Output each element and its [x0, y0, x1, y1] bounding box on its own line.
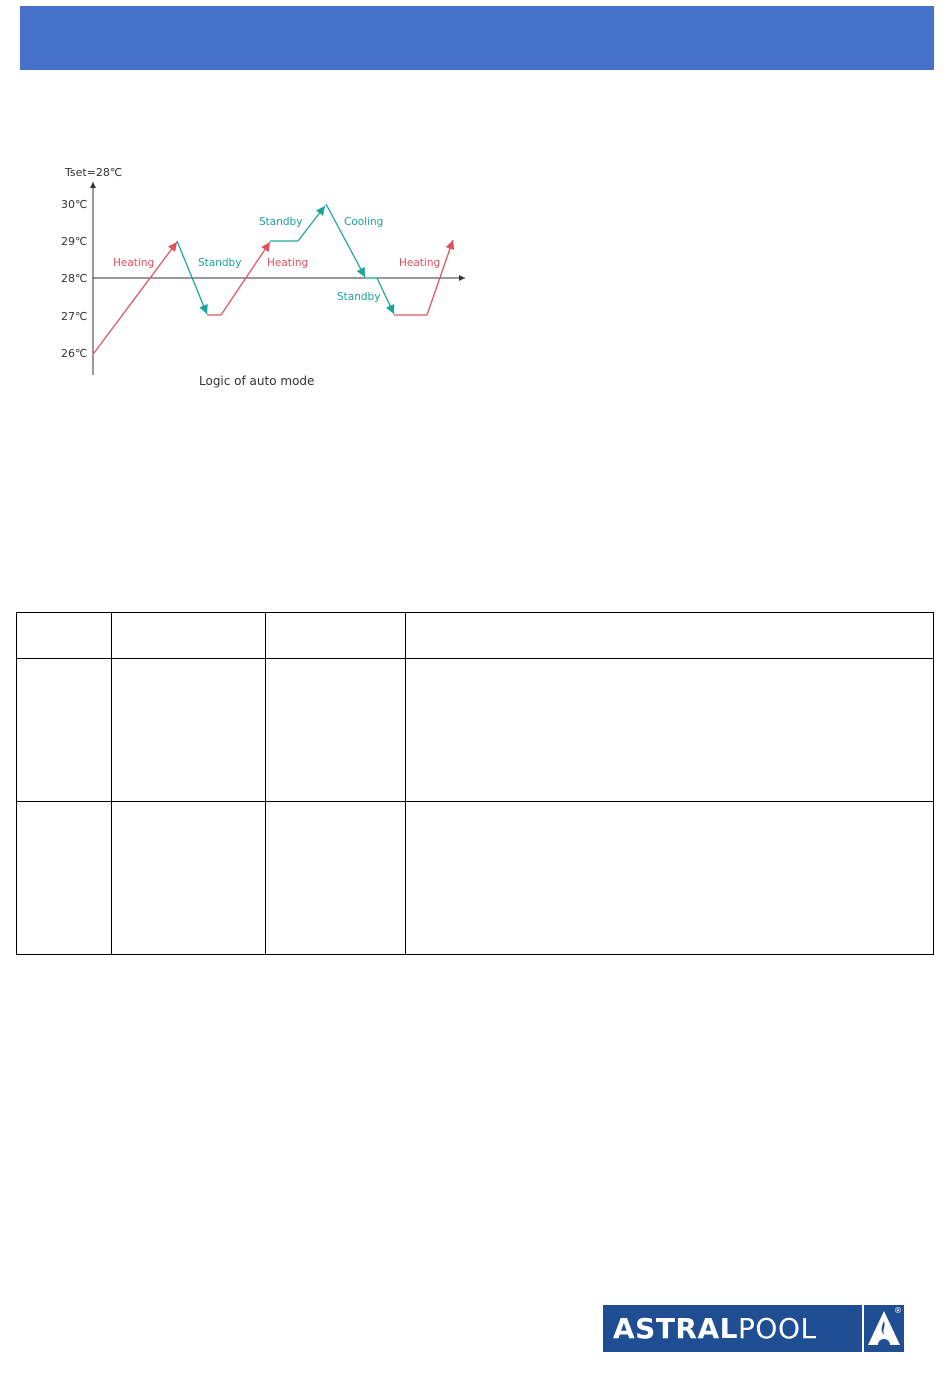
y-tick-28: 28℃: [61, 272, 88, 285]
y-tick-29: 29℃: [61, 235, 88, 248]
table-cell: [266, 659, 406, 802]
cooling-segment: [326, 204, 365, 277]
y-tick-27: 27℃: [61, 310, 88, 323]
table-cell: [406, 659, 934, 802]
table-header-cell: [266, 613, 406, 659]
auto-mode-logic-svg: [55, 160, 475, 395]
registered-mark: ®: [894, 1306, 902, 1315]
table-header-cell: [406, 613, 934, 659]
table-cell: [17, 802, 112, 955]
table-cell: [17, 659, 112, 802]
phase-label-standby-3: Standby: [337, 291, 381, 303]
phase-label-cooling: Cooling: [344, 216, 384, 228]
phase-label-heating-1: Heating: [113, 257, 155, 269]
auto-mode-logic-diagram: [55, 160, 475, 395]
phase-label-heating-3: Heating: [399, 257, 441, 269]
logo-divider: [862, 1305, 864, 1352]
logo-wordmark: [603, 1312, 817, 1345]
diagram-caption: Logic of auto mode: [199, 374, 315, 388]
astralpool-logo: [603, 1305, 904, 1352]
table-cell: [266, 802, 406, 955]
table-cell: [112, 659, 266, 802]
header-band: [20, 6, 934, 70]
spec-table: [16, 612, 934, 955]
table-cell: [406, 802, 934, 955]
logo-brand-light: POOL: [738, 1312, 817, 1345]
table-row: [17, 802, 934, 955]
y-tick-26: 26℃: [61, 347, 88, 360]
setpoint-label: Tset=28℃: [65, 166, 123, 179]
phase-label-standby-1: Standby: [198, 257, 242, 269]
table-header-row: [17, 613, 934, 659]
table-row: [17, 659, 934, 802]
logo-brand-bold: ASTRAL: [613, 1312, 739, 1345]
y-tick-30: 30℃: [61, 198, 88, 211]
table-cell: [112, 802, 266, 955]
phase-label-standby-2: Standby: [259, 216, 303, 228]
table-header-cell: [17, 613, 112, 659]
table-header-cell: [112, 613, 266, 659]
phase-label-heating-2: Heating: [267, 257, 309, 269]
